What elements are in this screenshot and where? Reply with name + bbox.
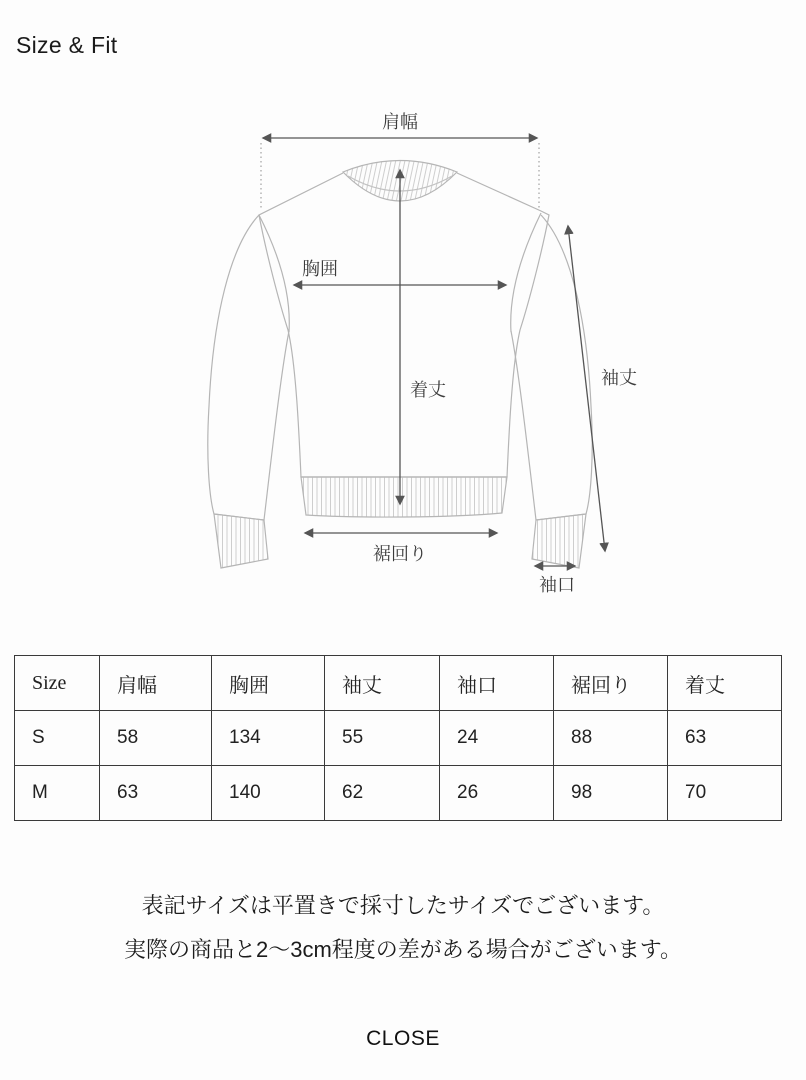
- cell-chest: 140: [212, 766, 325, 821]
- cell-size: M: [15, 766, 100, 821]
- close-button[interactable]: CLOSE: [0, 1026, 806, 1052]
- table-row-m: [15, 766, 782, 821]
- cell-sleeve: 62: [325, 766, 440, 821]
- hem-label: 裾回り: [373, 544, 427, 564]
- chest-label: 胸囲: [302, 259, 338, 279]
- page-title: Size & Fit: [16, 32, 118, 58]
- sleeve-length-arrow: [568, 226, 605, 551]
- size-note-line1: 表記サイズは平置きで採寸したサイズでございます。: [141, 893, 665, 918]
- cell-hem: 88: [554, 711, 668, 766]
- table-row-s: [15, 711, 782, 766]
- cell-shoulder: 63: [100, 766, 212, 821]
- size-table: [14, 655, 782, 821]
- col-header-hem: 裾回り: [554, 656, 668, 711]
- col-header-size: Size: [15, 656, 100, 711]
- size-table-header-row: [15, 656, 782, 711]
- shoulder-width-label: 肩幅: [382, 112, 418, 132]
- cell-sleeve: 55: [325, 711, 440, 766]
- cuff-label: 袖口: [539, 575, 575, 595]
- col-header-chest: 胸囲: [212, 656, 325, 711]
- col-header-shoulder: 肩幅: [100, 656, 212, 711]
- cell-chest: 134: [212, 711, 325, 766]
- size-note-line2: 実際の商品と2〜3cm程度の差がある場合がございます。: [123, 937, 683, 962]
- sleeve-length-label: 袖丈: [601, 368, 637, 388]
- size-notes: [0, 884, 806, 972]
- cell-cuff: 24: [440, 711, 554, 766]
- cell-length: 63: [668, 711, 782, 766]
- cell-size: S: [15, 711, 100, 766]
- cell-cuff: 26: [440, 766, 554, 821]
- cell-hem: 98: [554, 766, 668, 821]
- body-length-label: 着丈: [410, 380, 446, 400]
- col-header-sleeve: 袖丈: [325, 656, 440, 711]
- cell-length: 70: [668, 766, 782, 821]
- col-header-length: 着丈: [668, 656, 782, 711]
- cell-shoulder: 58: [100, 711, 212, 766]
- col-header-cuff: 袖口: [440, 656, 554, 711]
